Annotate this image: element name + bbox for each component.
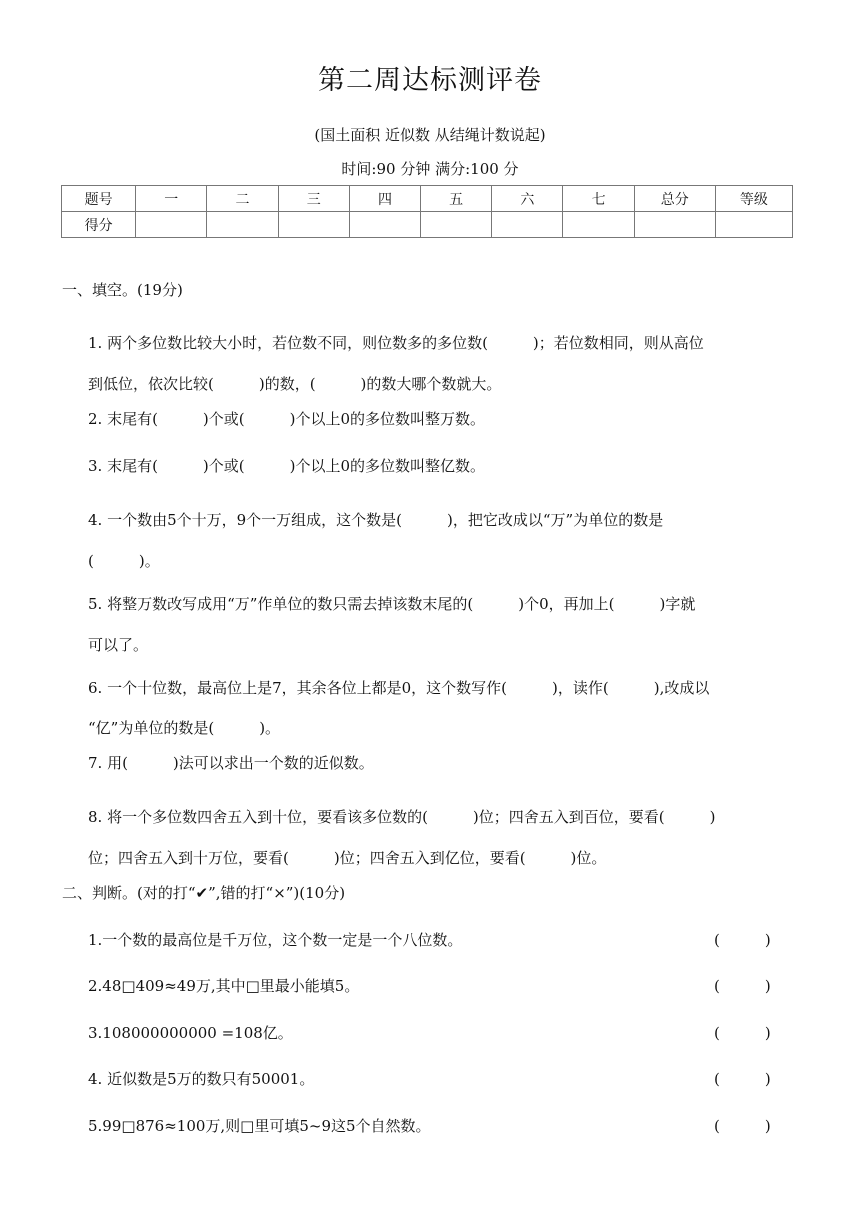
- time-info: 时间:90 分钟 满分:100 分: [341, 160, 519, 178]
- score-table-header-row: [62, 186, 793, 212]
- page-subtitle: (国土面积 近似数 从结绳计数说起): [314, 126, 546, 144]
- question-line: 可以了。: [88, 636, 149, 654]
- question-line: 3. 末尾有( )个或( )个以上0的多位数叫整亿数。: [88, 457, 486, 475]
- judge-item: 3.108000000000 =108亿。: [88, 1024, 293, 1042]
- score-cell: [715, 212, 792, 238]
- score-header-cell: 题号: [62, 186, 136, 212]
- score-cell: [634, 212, 715, 238]
- question-line: ( )。: [88, 552, 160, 570]
- score-header-cell: 等级: [715, 186, 792, 212]
- answer-paren: ( ): [714, 931, 771, 949]
- score-header-cell: 四: [349, 186, 420, 212]
- page-title: 第二周达标测评卷: [318, 65, 542, 96]
- answer-paren: ( ): [714, 1070, 771, 1088]
- score-header-cell: 五: [421, 186, 492, 212]
- score-cell: [349, 212, 420, 238]
- score-row-label: 得分: [62, 212, 136, 238]
- score-header-cell: 三: [278, 186, 349, 212]
- question-line: 1. 两个多位数比较大小时，若位数不同，则位数多的多位数( )；若位数相同，则从高位: [88, 334, 704, 352]
- score-cell: [278, 212, 349, 238]
- score-table-score-row: [62, 212, 793, 238]
- question-line: 6. 一个十位数，最高位上是7，其余各位上都是0，这个数写作( )，读作( ),改成以: [88, 679, 710, 697]
- question-line: 到低位，依次比较( )的数，( )的数大哪个数就大。: [88, 375, 502, 393]
- score-cell: [207, 212, 278, 238]
- answer-paren: ( ): [714, 977, 771, 995]
- judge-item: 5.99□876≈100万,则□里可填5~9这5个自然数。: [88, 1117, 431, 1135]
- score-cell: [492, 212, 563, 238]
- question-line: 2. 末尾有( )个或( )个以上0的多位数叫整万数。: [88, 410, 486, 428]
- question-line: 8. 将一个多位数四舍五入到十位，要看该多位数的( )位；四舍五入到百位，要看( ): [88, 808, 716, 826]
- section-1-heading: 一、填空。(19分): [62, 281, 183, 299]
- score-table: [61, 185, 793, 238]
- score-header-cell: 七: [563, 186, 634, 212]
- score-cell: [421, 212, 492, 238]
- score-cell: [136, 212, 207, 238]
- section-2-heading: 二、判断。(对的打“✔”,错的打“×”)(10分): [62, 884, 346, 902]
- question-line: 7. 用( )法可以求出一个数的近似数。: [88, 754, 374, 772]
- score-header-cell: 一: [136, 186, 207, 212]
- question-line: “亿”为单位的数是( )。: [88, 719, 281, 737]
- score-header-cell: 二: [207, 186, 278, 212]
- judge-item: 1.一个数的最高位是千万位，这个数一定是一个八位数。: [88, 931, 463, 949]
- question-line: 4. 一个数由5个十万，9个一万组成，这个数是( )，把它改成以“万”为单位的数是: [88, 511, 664, 529]
- score-header-cell: 总分: [634, 186, 715, 212]
- score-header-cell: 六: [492, 186, 563, 212]
- score-cell: [563, 212, 634, 238]
- question-line: 5. 将整万数改写成用“万”作单位的数只需去掉该数末尾的( )个0，再加上( )字就: [88, 595, 696, 613]
- question-line: 位；四舍五入到十万位，要看( )位；四舍五入到亿位，要看( )位。: [88, 849, 607, 867]
- judge-item: 2.48□409≈49万,其中□里最小能填5。: [88, 977, 360, 995]
- answer-paren: ( ): [714, 1117, 771, 1135]
- answer-paren: ( ): [714, 1024, 771, 1042]
- judge-item: 4. 近似数是5万的数只有50001。: [88, 1070, 315, 1088]
